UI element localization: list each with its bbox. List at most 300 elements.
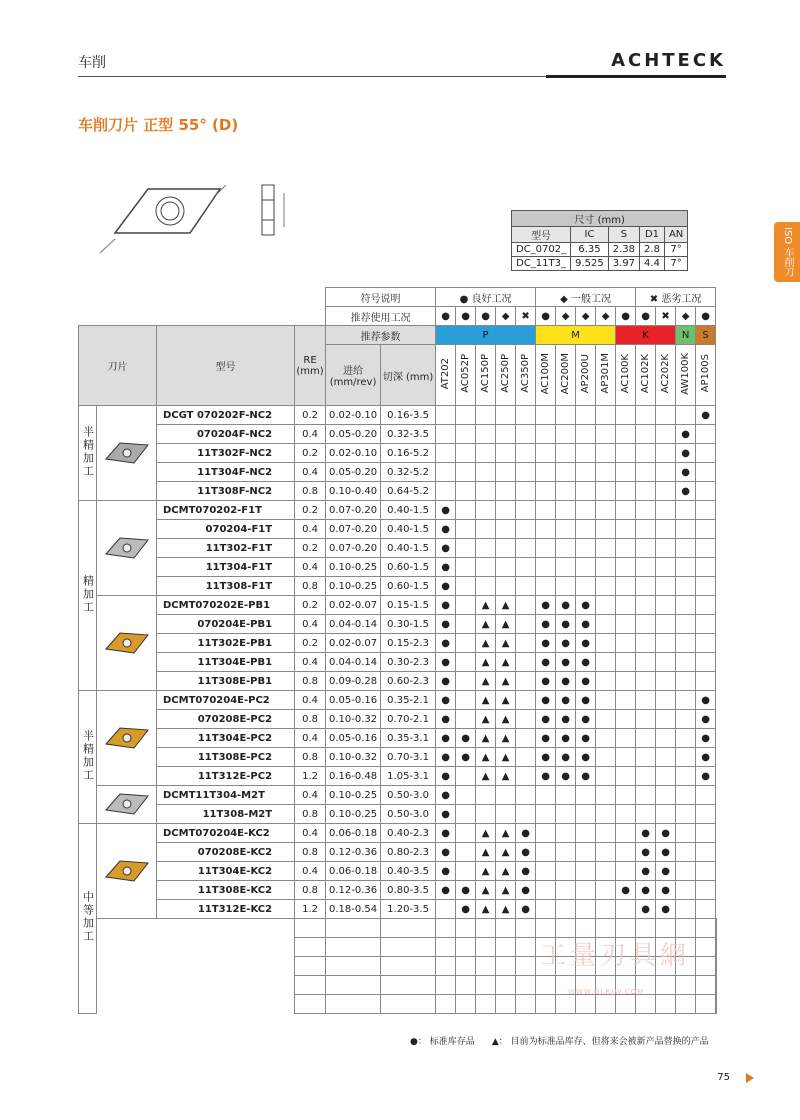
grade-mark bbox=[596, 444, 616, 463]
model-cell: 11T308F-NC2 bbox=[157, 482, 295, 501]
grade-mark bbox=[616, 786, 636, 805]
grade-mark bbox=[636, 729, 656, 748]
table-row bbox=[79, 767, 717, 786]
grade-mark bbox=[696, 520, 716, 539]
grade-mark: ● bbox=[576, 710, 596, 729]
dim-cell: 7° bbox=[664, 243, 687, 257]
grade-mark: ● bbox=[516, 862, 536, 881]
grade-mark bbox=[596, 729, 616, 748]
grade-mark bbox=[536, 786, 556, 805]
usage-mark: ✖ bbox=[656, 307, 676, 326]
grade-mark: ▲ bbox=[476, 767, 496, 786]
grade-mark bbox=[496, 520, 516, 539]
grade-mark bbox=[676, 748, 696, 767]
grade-mark bbox=[456, 862, 476, 881]
grade-header bbox=[696, 345, 716, 406]
param-cell: 0.30-1.5 bbox=[381, 615, 436, 634]
col-feed: 进给 (mm/rev) bbox=[326, 345, 381, 406]
grade-mark bbox=[676, 577, 696, 596]
grade-mark: ● bbox=[556, 710, 576, 729]
grade-mark: ● bbox=[436, 691, 456, 710]
grade-mark: ● bbox=[436, 615, 456, 634]
dim-header: 型号 bbox=[512, 227, 571, 243]
table-row bbox=[79, 463, 717, 482]
grade-mark bbox=[576, 577, 596, 596]
grade-mark bbox=[636, 710, 656, 729]
grade-mark bbox=[516, 710, 536, 729]
category-cell bbox=[79, 406, 97, 501]
model-cell: 070208E-KC2 bbox=[157, 843, 295, 862]
grade-mark bbox=[616, 843, 636, 862]
param-cell: 0.16-0.48 bbox=[326, 767, 381, 786]
grade-mark bbox=[536, 558, 556, 577]
insert-photo-icon bbox=[102, 627, 152, 657]
grade-header bbox=[476, 345, 496, 406]
grade-mark bbox=[456, 463, 476, 482]
model-cell: 11T308E-PC2 bbox=[157, 748, 295, 767]
grade-mark bbox=[596, 767, 616, 786]
grade-header bbox=[576, 345, 596, 406]
grade-mark bbox=[576, 824, 596, 843]
param-cell: 0.15-2.3 bbox=[381, 634, 436, 653]
grade-mark: ● bbox=[636, 862, 656, 881]
dim-header: D1 bbox=[640, 227, 665, 243]
grade-mark: ● bbox=[456, 748, 476, 767]
dim-cell: 9.525 bbox=[571, 257, 609, 271]
grade-mark bbox=[556, 482, 576, 501]
grade-mark: ▲ bbox=[496, 710, 516, 729]
grade-header bbox=[496, 345, 516, 406]
grade-mark bbox=[456, 406, 476, 425]
param-cell: 0.70-2.1 bbox=[381, 710, 436, 729]
grade-mark bbox=[576, 463, 596, 482]
grade-mark bbox=[576, 558, 596, 577]
table-row bbox=[79, 615, 717, 634]
model-cell: 11T312E-KC2 bbox=[157, 900, 295, 919]
grade-mark: ● bbox=[576, 653, 596, 672]
dim-cell: 2.8 bbox=[640, 243, 665, 257]
grade-mark: ● bbox=[516, 900, 536, 919]
legend-symbol: 符号说明 bbox=[326, 288, 436, 307]
grade-header bbox=[556, 345, 576, 406]
model-cell: DCMT11T304-M2T bbox=[157, 786, 295, 805]
grade-mark bbox=[656, 786, 676, 805]
grade-mark: ● bbox=[436, 805, 456, 824]
param-cell: 0.15-1.5 bbox=[381, 596, 436, 615]
grade-mark bbox=[516, 805, 536, 824]
insert-photo-icon bbox=[102, 722, 152, 752]
grade-mark: ▲ bbox=[496, 767, 516, 786]
grade-mark bbox=[616, 862, 636, 881]
grade-mark: ▲ bbox=[476, 862, 496, 881]
model-cell: 11T304E-PB1 bbox=[157, 653, 295, 672]
grade-header bbox=[456, 345, 476, 406]
table-row bbox=[79, 596, 717, 615]
grade-mark bbox=[476, 539, 496, 558]
grade-mark bbox=[516, 482, 536, 501]
grade-mark bbox=[576, 862, 596, 881]
grade-header bbox=[616, 345, 636, 406]
param-cell: 0.09-0.28 bbox=[326, 672, 381, 691]
grade-mark bbox=[656, 596, 676, 615]
grade-mark bbox=[696, 672, 716, 691]
grade-mark: ● bbox=[656, 843, 676, 862]
grade-mark bbox=[536, 501, 556, 520]
grade-mark: ● bbox=[436, 710, 456, 729]
grade-header bbox=[596, 345, 616, 406]
grade-mark bbox=[616, 672, 636, 691]
grade-mark: ▲ bbox=[476, 900, 496, 919]
grade-mark bbox=[636, 634, 656, 653]
category-cell bbox=[79, 824, 97, 1014]
grade-mark bbox=[636, 463, 656, 482]
dim-cell: DC_11T3_ bbox=[512, 257, 571, 271]
grade-mark bbox=[496, 501, 516, 520]
grade-mark bbox=[556, 501, 576, 520]
grade-mark bbox=[456, 824, 476, 843]
grade-mark: ● bbox=[576, 615, 596, 634]
table-row bbox=[79, 653, 717, 672]
grade-mark: ● bbox=[656, 862, 676, 881]
grade-mark bbox=[676, 691, 696, 710]
usage-mark: ◆ bbox=[676, 307, 696, 326]
grade-mark bbox=[456, 425, 476, 444]
grade-mark: ● bbox=[436, 653, 456, 672]
grade-mark bbox=[616, 577, 636, 596]
grade-mark bbox=[656, 615, 676, 634]
grade-mark: ▲ bbox=[496, 672, 516, 691]
grade-mark bbox=[556, 463, 576, 482]
model-cell: 070204-F1T bbox=[157, 520, 295, 539]
grade-mark: ● bbox=[516, 881, 536, 900]
grade-mark bbox=[696, 653, 716, 672]
param-cell: 0.05-0.16 bbox=[326, 729, 381, 748]
grade-mark: ● bbox=[436, 577, 456, 596]
table-row bbox=[79, 406, 717, 425]
table-row bbox=[79, 900, 717, 919]
section-label: 车削 bbox=[78, 55, 106, 71]
grade-mark: ● bbox=[696, 406, 716, 425]
grade-mark bbox=[636, 406, 656, 425]
param-cell: 0.07-0.20 bbox=[326, 520, 381, 539]
grade-label: AC102K bbox=[640, 353, 652, 394]
grade-mark: ● bbox=[536, 672, 556, 691]
grade-mark bbox=[576, 444, 596, 463]
page-arrow-icon bbox=[746, 1073, 754, 1083]
insert-image bbox=[97, 501, 157, 596]
dim-title: 尺寸 (mm) bbox=[512, 211, 688, 227]
grade-mark bbox=[556, 881, 576, 900]
model-cell: DCMT070202-F1T bbox=[157, 501, 295, 520]
material-group: N bbox=[676, 326, 696, 345]
grade-mark: ● bbox=[676, 482, 696, 501]
insert-photo-icon bbox=[102, 788, 152, 818]
grade-mark bbox=[516, 672, 536, 691]
grade-mark bbox=[636, 691, 656, 710]
param-cell: 0.06-0.18 bbox=[326, 862, 381, 881]
grade-mark: ● bbox=[436, 539, 456, 558]
grade-mark bbox=[636, 425, 656, 444]
grade-mark bbox=[536, 444, 556, 463]
grade-mark bbox=[436, 444, 456, 463]
dim-header: AN bbox=[664, 227, 687, 243]
grade-mark: ▲ bbox=[496, 862, 516, 881]
grade-mark bbox=[596, 482, 616, 501]
grade-mark bbox=[636, 672, 656, 691]
grade-mark bbox=[476, 520, 496, 539]
grade-mark bbox=[676, 501, 696, 520]
table-row bbox=[79, 444, 717, 463]
grade-mark bbox=[696, 786, 716, 805]
grade-mark bbox=[476, 786, 496, 805]
grade-mark bbox=[456, 653, 476, 672]
grade-label: AC100K bbox=[620, 353, 632, 394]
param-cell: 0.12-0.36 bbox=[326, 881, 381, 900]
grade-label: AT202 bbox=[440, 357, 452, 390]
param-cell: 0.10-0.25 bbox=[326, 577, 381, 596]
grade-mark: ● bbox=[556, 615, 576, 634]
grade-mark: ▲ bbox=[496, 634, 516, 653]
grade-mark: ● bbox=[436, 767, 456, 786]
grade-mark bbox=[636, 748, 656, 767]
param-cell: 0.50-3.0 bbox=[381, 805, 436, 824]
grade-mark: ● bbox=[676, 444, 696, 463]
grade-mark: ▲ bbox=[496, 881, 516, 900]
grade-mark bbox=[516, 444, 536, 463]
param-cell: 1.2 bbox=[295, 900, 326, 919]
usage-mark: ● bbox=[536, 307, 556, 326]
grade-mark: ● bbox=[696, 691, 716, 710]
grade-mark bbox=[576, 900, 596, 919]
dim-header: IC bbox=[571, 227, 609, 243]
param-cell: 0.2 bbox=[295, 634, 326, 653]
grade-mark bbox=[696, 425, 716, 444]
grade-mark: ▲ bbox=[496, 843, 516, 862]
model-cell: 11T302E-PB1 bbox=[157, 634, 295, 653]
usage-mark: ● bbox=[696, 307, 716, 326]
grade-mark bbox=[656, 748, 676, 767]
grade-mark bbox=[676, 729, 696, 748]
param-cell: 0.05-0.20 bbox=[326, 463, 381, 482]
grade-header bbox=[676, 345, 696, 406]
grade-mark bbox=[596, 748, 616, 767]
grade-mark bbox=[676, 558, 696, 577]
grade-mark bbox=[616, 558, 636, 577]
grade-mark bbox=[596, 710, 616, 729]
grade-mark bbox=[616, 596, 636, 615]
grade-mark bbox=[456, 843, 476, 862]
legend-good: ● 良好工况 bbox=[436, 288, 536, 307]
grade-mark bbox=[676, 786, 696, 805]
param-cell: 0.30-2.3 bbox=[381, 653, 436, 672]
param-cell: 0.40-1.5 bbox=[381, 520, 436, 539]
grade-mark: ● bbox=[536, 767, 556, 786]
grade-mark: ● bbox=[576, 691, 596, 710]
grade-mark: ▲ bbox=[476, 691, 496, 710]
grade-mark bbox=[676, 805, 696, 824]
model-cell: 11T302F-NC2 bbox=[157, 444, 295, 463]
grade-mark bbox=[556, 444, 576, 463]
param-cell: 0.4 bbox=[295, 653, 326, 672]
grade-mark bbox=[656, 558, 676, 577]
param-cell: 0.02-0.10 bbox=[326, 406, 381, 425]
grade-label: AC200M bbox=[560, 352, 572, 395]
param-cell: 0.50-3.0 bbox=[381, 786, 436, 805]
grade-mark bbox=[676, 710, 696, 729]
grade-mark bbox=[616, 824, 636, 843]
grade-mark bbox=[636, 786, 656, 805]
grade-label: AC250P bbox=[500, 354, 512, 393]
grade-mark bbox=[436, 425, 456, 444]
grade-mark bbox=[696, 900, 716, 919]
grade-mark bbox=[456, 691, 476, 710]
insert-image bbox=[97, 691, 157, 786]
grade-mark bbox=[516, 748, 536, 767]
material-group: K bbox=[616, 326, 676, 345]
grade-mark bbox=[656, 805, 676, 824]
grade-mark bbox=[696, 539, 716, 558]
grade-mark bbox=[456, 805, 476, 824]
grade-mark bbox=[696, 843, 716, 862]
grade-mark: ▲ bbox=[476, 748, 496, 767]
grade-mark: ▲ bbox=[496, 748, 516, 767]
grade-mark bbox=[576, 786, 596, 805]
grade-mark bbox=[596, 558, 616, 577]
grade-mark bbox=[496, 444, 516, 463]
grade-mark bbox=[616, 653, 636, 672]
grade-mark bbox=[536, 805, 556, 824]
grade-mark: ● bbox=[676, 463, 696, 482]
grade-mark bbox=[556, 805, 576, 824]
grade-mark: ● bbox=[456, 729, 476, 748]
grade-mark bbox=[656, 577, 676, 596]
dim-cell: 2.38 bbox=[608, 243, 639, 257]
grade-mark: ▲ bbox=[476, 615, 496, 634]
grade-mark: ● bbox=[576, 596, 596, 615]
grade-mark bbox=[636, 444, 656, 463]
grade-mark bbox=[656, 672, 676, 691]
grade-mark bbox=[456, 558, 476, 577]
param-cell: 0.10-0.32 bbox=[326, 748, 381, 767]
grade-mark bbox=[576, 406, 596, 425]
grade-mark bbox=[476, 577, 496, 596]
grade-mark bbox=[476, 463, 496, 482]
grade-mark bbox=[696, 577, 716, 596]
model-cell: 11T308E-KC2 bbox=[157, 881, 295, 900]
param-cell: 0.40-1.5 bbox=[381, 501, 436, 520]
param-cell: 0.16-3.5 bbox=[381, 406, 436, 425]
grade-mark bbox=[516, 729, 536, 748]
param-cell: 0.60-1.5 bbox=[381, 558, 436, 577]
param-cell: 0.80-2.3 bbox=[381, 843, 436, 862]
grade-mark bbox=[596, 653, 616, 672]
grade-mark: ▲ bbox=[496, 691, 516, 710]
model-cell: 11T304F-NC2 bbox=[157, 463, 295, 482]
grade-mark bbox=[676, 653, 696, 672]
model-cell: DCMT070204E-KC2 bbox=[157, 824, 295, 843]
grade-mark: ● bbox=[616, 881, 636, 900]
param-cell: 0.64-5.2 bbox=[381, 482, 436, 501]
grade-mark: ● bbox=[436, 729, 456, 748]
grade-mark bbox=[576, 425, 596, 444]
grade-mark bbox=[516, 653, 536, 672]
grade-mark bbox=[616, 729, 636, 748]
category-label: 中等加工 bbox=[81, 891, 95, 943]
grade-mark bbox=[576, 539, 596, 558]
grade-mark: ● bbox=[576, 634, 596, 653]
grade-mark bbox=[656, 710, 676, 729]
dim-cell: 3.97 bbox=[608, 257, 639, 271]
param-cell: 1.05-3.1 bbox=[381, 767, 436, 786]
grade-mark bbox=[676, 596, 696, 615]
model-cell: DCMT070204E-PC2 bbox=[157, 691, 295, 710]
grade-mark bbox=[576, 843, 596, 862]
param-cell: 0.4 bbox=[295, 558, 326, 577]
table-row bbox=[79, 710, 717, 729]
grade-mark: ● bbox=[536, 653, 556, 672]
grade-mark bbox=[616, 634, 636, 653]
insert-image bbox=[97, 824, 157, 919]
table-row bbox=[79, 558, 717, 577]
grade-mark bbox=[656, 406, 676, 425]
model-cell: 11T304-F1T bbox=[157, 558, 295, 577]
param-cell: 0.16-5.2 bbox=[381, 444, 436, 463]
grade-mark bbox=[696, 634, 716, 653]
grade-mark bbox=[636, 577, 656, 596]
grade-mark bbox=[616, 691, 636, 710]
grade-mark bbox=[456, 615, 476, 634]
grade-mark bbox=[616, 767, 636, 786]
grade-mark: ▲ bbox=[476, 634, 496, 653]
grade-mark bbox=[576, 482, 596, 501]
grade-mark bbox=[476, 482, 496, 501]
grade-mark bbox=[456, 767, 476, 786]
grade-mark bbox=[616, 482, 636, 501]
grade-mark: ● bbox=[536, 710, 556, 729]
empty-row bbox=[79, 995, 717, 1014]
grade-mark bbox=[536, 862, 556, 881]
grade-mark bbox=[556, 843, 576, 862]
table-row bbox=[79, 425, 717, 444]
grade-mark bbox=[636, 539, 656, 558]
grade-label: AW100K bbox=[680, 352, 692, 395]
grade-mark bbox=[596, 406, 616, 425]
grade-mark bbox=[596, 691, 616, 710]
insert-photo-icon bbox=[102, 437, 152, 467]
grade-mark bbox=[536, 520, 556, 539]
param-cell: 0.40-1.5 bbox=[381, 539, 436, 558]
grade-mark: ● bbox=[696, 729, 716, 748]
usage-mark: ◆ bbox=[556, 307, 576, 326]
param-cell: 0.35-2.1 bbox=[381, 691, 436, 710]
grade-mark bbox=[616, 425, 636, 444]
grade-mark bbox=[596, 615, 616, 634]
grade-mark bbox=[556, 900, 576, 919]
grade-mark bbox=[616, 539, 636, 558]
model-cell: 070204F-NC2 bbox=[157, 425, 295, 444]
dim-cell: DC_0702_ bbox=[512, 243, 571, 257]
param-cell: 1.2 bbox=[295, 767, 326, 786]
grade-mark: ▲ bbox=[476, 672, 496, 691]
param-cell: 0.10-0.32 bbox=[326, 710, 381, 729]
col-insert: 刀片 bbox=[79, 326, 157, 406]
usage-mark: ◆ bbox=[596, 307, 616, 326]
grade-mark: ● bbox=[636, 900, 656, 919]
grade-mark bbox=[616, 805, 636, 824]
grade-mark: ● bbox=[576, 672, 596, 691]
param-cell: 0.40-3.5 bbox=[381, 862, 436, 881]
grade-mark bbox=[496, 558, 516, 577]
